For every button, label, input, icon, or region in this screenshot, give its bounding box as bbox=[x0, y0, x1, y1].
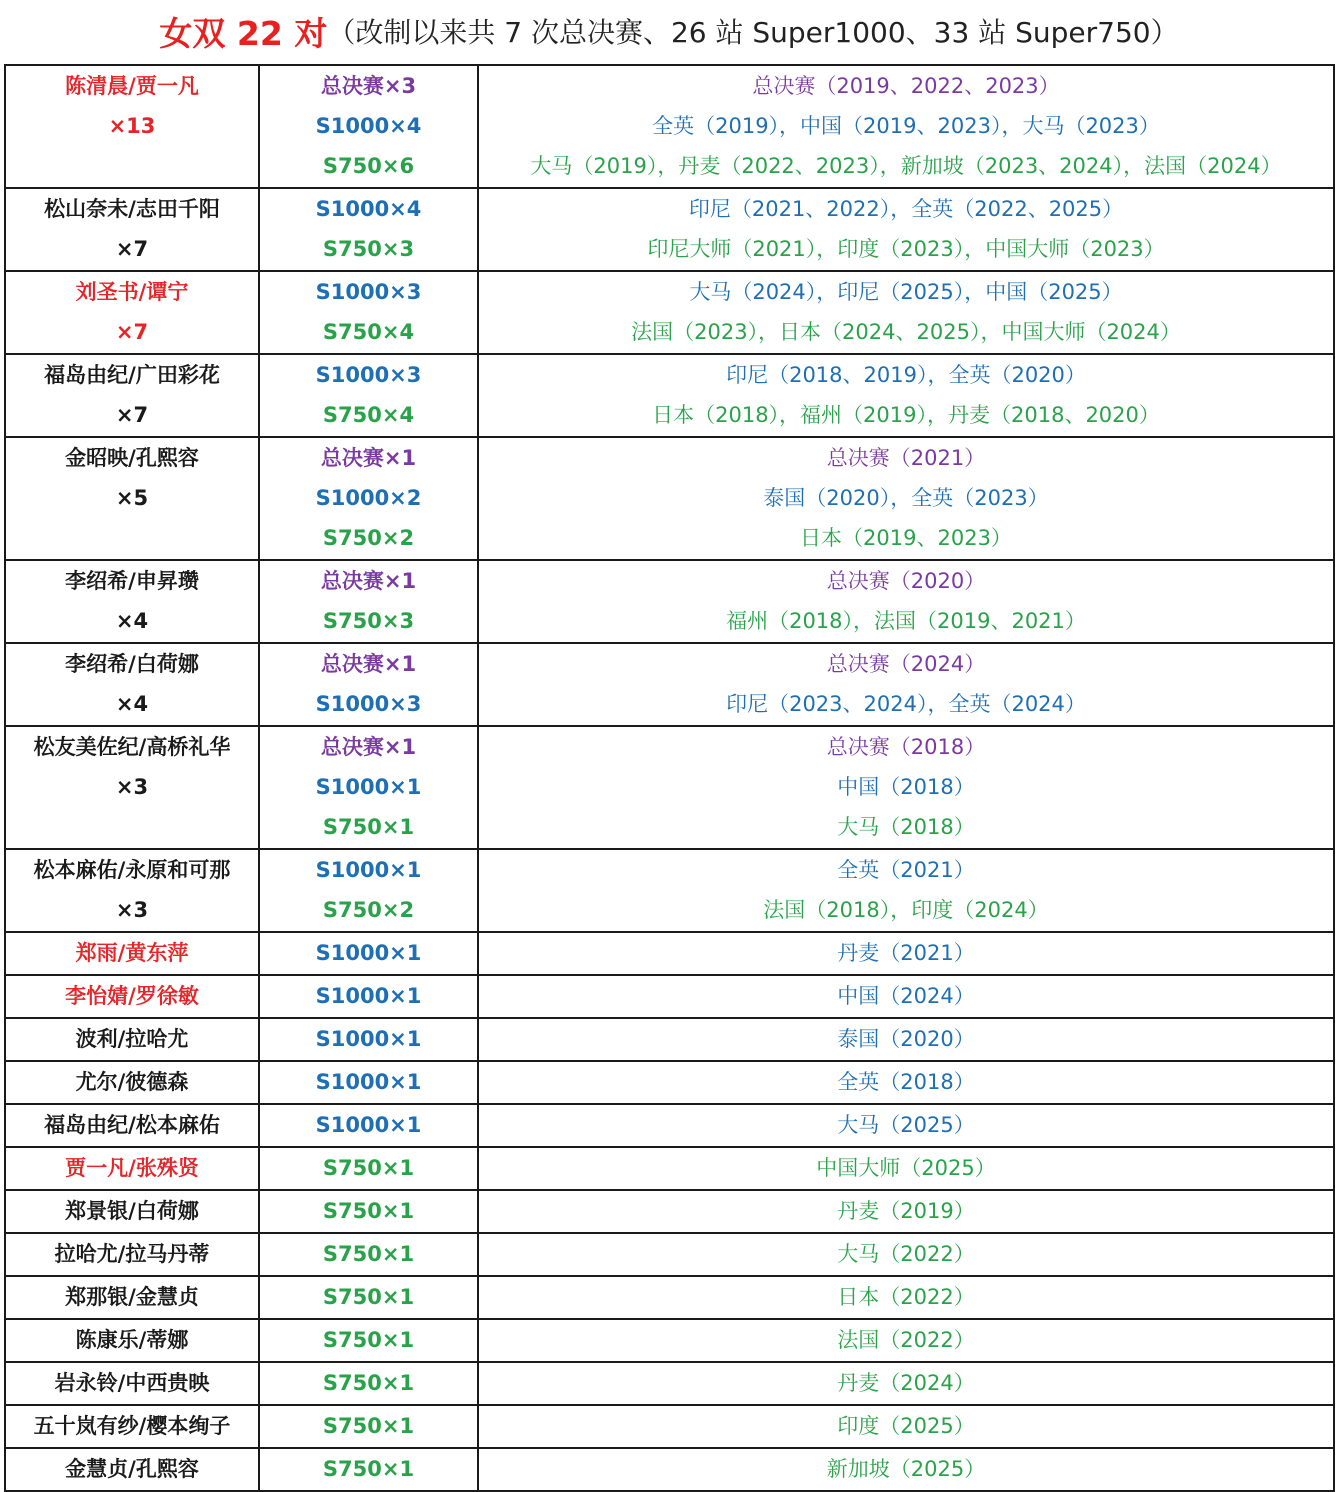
event-list: 泰国（2020），全英（2023） bbox=[763, 486, 1049, 510]
pair-cell bbox=[5, 188, 259, 271]
pair-cell bbox=[5, 1147, 259, 1190]
category-label: 总决赛×3 bbox=[320, 74, 417, 98]
category-label: S750×6 bbox=[322, 154, 415, 178]
pair-name: 福岛由纪/松本麻佑 bbox=[44, 1113, 220, 1137]
category-label: S750×3 bbox=[322, 609, 415, 633]
category-label: S750×3 bbox=[322, 237, 415, 261]
event-list: 新加坡（2025） bbox=[826, 1457, 986, 1481]
pair-cell bbox=[5, 1448, 259, 1491]
category-cell bbox=[259, 1104, 478, 1147]
table-row bbox=[5, 1018, 1334, 1061]
category-label: S1000×1 bbox=[315, 775, 422, 799]
category-label: S1000×3 bbox=[315, 363, 422, 387]
table-row bbox=[5, 437, 1334, 560]
pair-cell bbox=[5, 1018, 259, 1061]
pair-cell bbox=[5, 975, 259, 1018]
events-cell bbox=[478, 354, 1334, 437]
category-label: S1000×1 bbox=[315, 941, 422, 965]
category-label: S750×1 bbox=[322, 1414, 415, 1438]
event-list: 法国（2022） bbox=[837, 1328, 975, 1352]
pair-cell bbox=[5, 1104, 259, 1147]
pair-name: 松本麻佑/永原和可那 bbox=[33, 858, 231, 882]
events-cell bbox=[478, 975, 1334, 1018]
pair-name: 李绍希/白荷娜 bbox=[65, 652, 199, 676]
category-label: S750×1 bbox=[322, 1285, 415, 1309]
category-cell bbox=[259, 643, 478, 726]
events-cell bbox=[478, 1405, 1334, 1448]
table-row bbox=[5, 1061, 1334, 1104]
pair-name: 拉哈尤/拉马丹蒂 bbox=[54, 1242, 210, 1266]
category-cell bbox=[259, 726, 478, 849]
category-label: S1000×3 bbox=[315, 280, 422, 304]
category-cell bbox=[259, 1061, 478, 1104]
pair-name: 郑雨/黄东萍 bbox=[75, 941, 189, 965]
pair-name: 尤尔/彼德森 bbox=[75, 1070, 189, 1094]
events-cell bbox=[478, 1448, 1334, 1491]
category-label: S1000×2 bbox=[315, 486, 422, 510]
category-label: S750×2 bbox=[322, 526, 415, 550]
pair-cell bbox=[5, 65, 259, 188]
table-row bbox=[5, 726, 1334, 849]
category-label: 总决赛×1 bbox=[320, 446, 417, 470]
table-row bbox=[5, 1147, 1334, 1190]
event-list: 大马（2024），印尼（2025），中国（2025） bbox=[689, 280, 1123, 304]
events-cell bbox=[478, 932, 1334, 975]
category-label: 总决赛×1 bbox=[320, 569, 417, 593]
table-row bbox=[5, 188, 1334, 271]
table-row bbox=[5, 1276, 1334, 1319]
event-list: 全英（2021） bbox=[837, 858, 975, 882]
table-row bbox=[5, 932, 1334, 975]
pair-name: 五十岚有纱/樱本绚子 bbox=[33, 1414, 231, 1438]
category-cell bbox=[259, 1018, 478, 1061]
pair-name: 郑那银/金慧贞 bbox=[65, 1285, 199, 1309]
pair-cell bbox=[5, 849, 259, 932]
title-count: ×13 bbox=[108, 114, 156, 138]
pair-name: 李绍希/申昇瓒 bbox=[65, 569, 199, 593]
event-list: 全英（2018） bbox=[837, 1070, 975, 1094]
pair-name: 贾一凡/张殊贤 bbox=[65, 1156, 199, 1180]
events-cell bbox=[478, 1319, 1334, 1362]
category-label: S750×1 bbox=[322, 1156, 415, 1180]
event-list: 中国大师（2025） bbox=[816, 1156, 996, 1180]
category-cell bbox=[259, 1448, 478, 1491]
category-cell bbox=[259, 354, 478, 437]
pair-name: 陈康乐/蒂娜 bbox=[75, 1328, 189, 1352]
events-cell bbox=[478, 188, 1334, 271]
pair-name: 郑景银/白荷娜 bbox=[65, 1199, 199, 1223]
pair-name: 波利/拉哈尤 bbox=[75, 1027, 189, 1051]
events-cell bbox=[478, 1061, 1334, 1104]
category-label: 总决赛×1 bbox=[320, 735, 417, 759]
title-subtitle: （改制以来共 7 次总决赛、26 站 Super1000、33 站 Super750） bbox=[327, 16, 1179, 49]
table-row bbox=[5, 354, 1334, 437]
category-label: S1000×3 bbox=[315, 692, 422, 716]
table-row bbox=[5, 1233, 1334, 1276]
pair-cell bbox=[5, 1405, 259, 1448]
event-list: 大马（2025） bbox=[837, 1113, 975, 1137]
event-list: 全英（2019），中国（2019、2023），大马（2023） bbox=[652, 114, 1160, 138]
category-cell bbox=[259, 1147, 478, 1190]
category-label: S1000×4 bbox=[315, 197, 422, 221]
category-cell bbox=[259, 65, 478, 188]
title-count: ×7 bbox=[115, 403, 149, 427]
category-cell bbox=[259, 560, 478, 643]
events-cell bbox=[478, 1018, 1334, 1061]
category-cell bbox=[259, 849, 478, 932]
category-cell bbox=[259, 271, 478, 354]
pair-cell bbox=[5, 1190, 259, 1233]
title-count: ×4 bbox=[115, 609, 149, 633]
category-cell bbox=[259, 1190, 478, 1233]
pair-cell bbox=[5, 1061, 259, 1104]
pair-cell bbox=[5, 1233, 259, 1276]
category-label: S750×1 bbox=[322, 1328, 415, 1352]
category-cell bbox=[259, 975, 478, 1018]
table-row bbox=[5, 560, 1334, 643]
pair-name: 福岛由纪/广田彩花 bbox=[44, 363, 220, 387]
category-cell bbox=[259, 1405, 478, 1448]
category-label: S1000×1 bbox=[315, 1113, 422, 1137]
pair-cell bbox=[5, 271, 259, 354]
title-count: ×3 bbox=[115, 898, 149, 922]
category-label: 总决赛×1 bbox=[320, 652, 417, 676]
event-list: 丹麦（2021） bbox=[837, 941, 975, 965]
events-cell bbox=[478, 1104, 1334, 1147]
category-label: S750×1 bbox=[322, 1457, 415, 1481]
events-cell bbox=[478, 65, 1334, 188]
event-list: 日本（2018），福州（2019），丹麦（2018、2020） bbox=[652, 403, 1160, 427]
pair-cell bbox=[5, 437, 259, 560]
table-row bbox=[5, 65, 1334, 188]
title-count: ×4 bbox=[115, 692, 149, 716]
event-list: 法国（2023），日本（2024、2025），中国大师（2024） bbox=[631, 320, 1181, 344]
category-label: S750×1 bbox=[322, 1242, 415, 1266]
events-cell bbox=[478, 849, 1334, 932]
events-cell bbox=[478, 1147, 1334, 1190]
table-row bbox=[5, 271, 1334, 354]
pair-name: 松山奈未/志田千阳 bbox=[44, 197, 220, 221]
table-row bbox=[5, 643, 1334, 726]
pair-cell bbox=[5, 560, 259, 643]
pair-name: 刘圣书/谭宁 bbox=[75, 280, 189, 304]
title-main: 女双 22 对 bbox=[159, 13, 328, 53]
event-list: 大马（2022） bbox=[837, 1242, 975, 1266]
event-list: 大马（2019），丹麦（2022、2023），新加坡（2023、2024），法国（2024） bbox=[530, 154, 1282, 178]
events-cell bbox=[478, 271, 1334, 354]
pair-name: 陈清晨/贾一凡 bbox=[65, 74, 199, 98]
category-label: S750×4 bbox=[322, 403, 415, 427]
event-list: 丹麦（2024） bbox=[837, 1371, 975, 1395]
category-label: S1000×4 bbox=[315, 114, 422, 138]
pair-name: 岩永铃/中西贵映 bbox=[54, 1371, 210, 1395]
event-list: 日本（2019、2023） bbox=[800, 526, 1012, 550]
table-row bbox=[5, 1319, 1334, 1362]
table-row bbox=[5, 1104, 1334, 1147]
event-list: 总决赛（2018） bbox=[826, 735, 986, 759]
event-list: 福州（2018），法国（2019、2021） bbox=[726, 609, 1086, 633]
pair-name: 松友美佐纪/高桥礼华 bbox=[33, 735, 231, 759]
doubles-titles-table bbox=[4, 64, 1335, 1492]
category-cell bbox=[259, 1362, 478, 1405]
events-cell bbox=[478, 1190, 1334, 1233]
table-row bbox=[5, 1362, 1334, 1405]
pair-cell bbox=[5, 643, 259, 726]
category-cell bbox=[259, 1319, 478, 1362]
pair-name: 金慧贞/孔熙容 bbox=[65, 1457, 199, 1481]
pair-cell bbox=[5, 1362, 259, 1405]
event-list: 总决赛（2021） bbox=[826, 446, 986, 470]
pair-cell bbox=[5, 932, 259, 975]
category-cell bbox=[259, 932, 478, 975]
category-cell bbox=[259, 188, 478, 271]
category-label: S1000×1 bbox=[315, 858, 422, 882]
events-cell bbox=[478, 560, 1334, 643]
table-row bbox=[5, 975, 1334, 1018]
event-list: 总决赛（2024） bbox=[826, 652, 986, 676]
category-label: S1000×1 bbox=[315, 1027, 422, 1051]
event-list: 日本（2022） bbox=[837, 1285, 975, 1309]
events-cell bbox=[478, 437, 1334, 560]
category-label: S750×2 bbox=[322, 898, 415, 922]
event-list: 印度（2025） bbox=[837, 1414, 975, 1438]
pair-cell bbox=[5, 354, 259, 437]
event-list: 大马（2018） bbox=[837, 815, 975, 839]
category-label: S750×1 bbox=[322, 815, 415, 839]
category-label: S750×4 bbox=[322, 320, 415, 344]
event-list: 印尼（2018、2019），全英（2020） bbox=[726, 363, 1086, 387]
events-cell bbox=[478, 643, 1334, 726]
event-list: 总决赛（2020） bbox=[826, 569, 986, 593]
event-list: 泰国（2020） bbox=[837, 1027, 975, 1051]
events-cell bbox=[478, 726, 1334, 849]
event-list: 丹麦（2019） bbox=[837, 1199, 975, 1223]
pair-cell bbox=[5, 1276, 259, 1319]
table-body bbox=[5, 65, 1334, 1491]
pair-cell bbox=[5, 726, 259, 849]
event-list: 印尼（2021、2022），全英（2022、2025） bbox=[688, 197, 1124, 221]
category-cell bbox=[259, 1233, 478, 1276]
table-row bbox=[5, 1190, 1334, 1233]
category-label: S750×1 bbox=[322, 1199, 415, 1223]
category-cell bbox=[259, 437, 478, 560]
event-list: 印尼（2023、2024），全英（2024） bbox=[726, 692, 1086, 716]
event-list: 法国（2018），印度（2024） bbox=[763, 898, 1049, 922]
events-cell bbox=[478, 1233, 1334, 1276]
event-list: 总决赛（2019、2022、2023） bbox=[752, 74, 1060, 98]
event-list: 中国（2018） bbox=[837, 775, 975, 799]
category-label: S750×1 bbox=[322, 1371, 415, 1395]
table-row bbox=[5, 1448, 1334, 1491]
title-count: ×3 bbox=[115, 775, 149, 799]
table-row bbox=[5, 849, 1334, 932]
events-cell bbox=[478, 1276, 1334, 1319]
title-count: ×7 bbox=[115, 320, 149, 344]
title-count: ×7 bbox=[115, 237, 149, 261]
event-list: 中国（2024） bbox=[837, 984, 975, 1008]
page-title bbox=[0, 0, 1338, 62]
title-count: ×5 bbox=[115, 486, 149, 510]
category-cell bbox=[259, 1276, 478, 1319]
pair-name: 李怡婧/罗徐敏 bbox=[65, 984, 199, 1008]
table-row bbox=[5, 1405, 1334, 1448]
pair-name: 金昭映/孔熙容 bbox=[65, 446, 199, 470]
category-label: S1000×1 bbox=[315, 1070, 422, 1094]
pair-cell bbox=[5, 1319, 259, 1362]
events-cell bbox=[478, 1362, 1334, 1405]
category-label: S1000×1 bbox=[315, 984, 422, 1008]
event-list: 印尼大师（2021），印度（2023），中国大师（2023） bbox=[647, 237, 1165, 261]
